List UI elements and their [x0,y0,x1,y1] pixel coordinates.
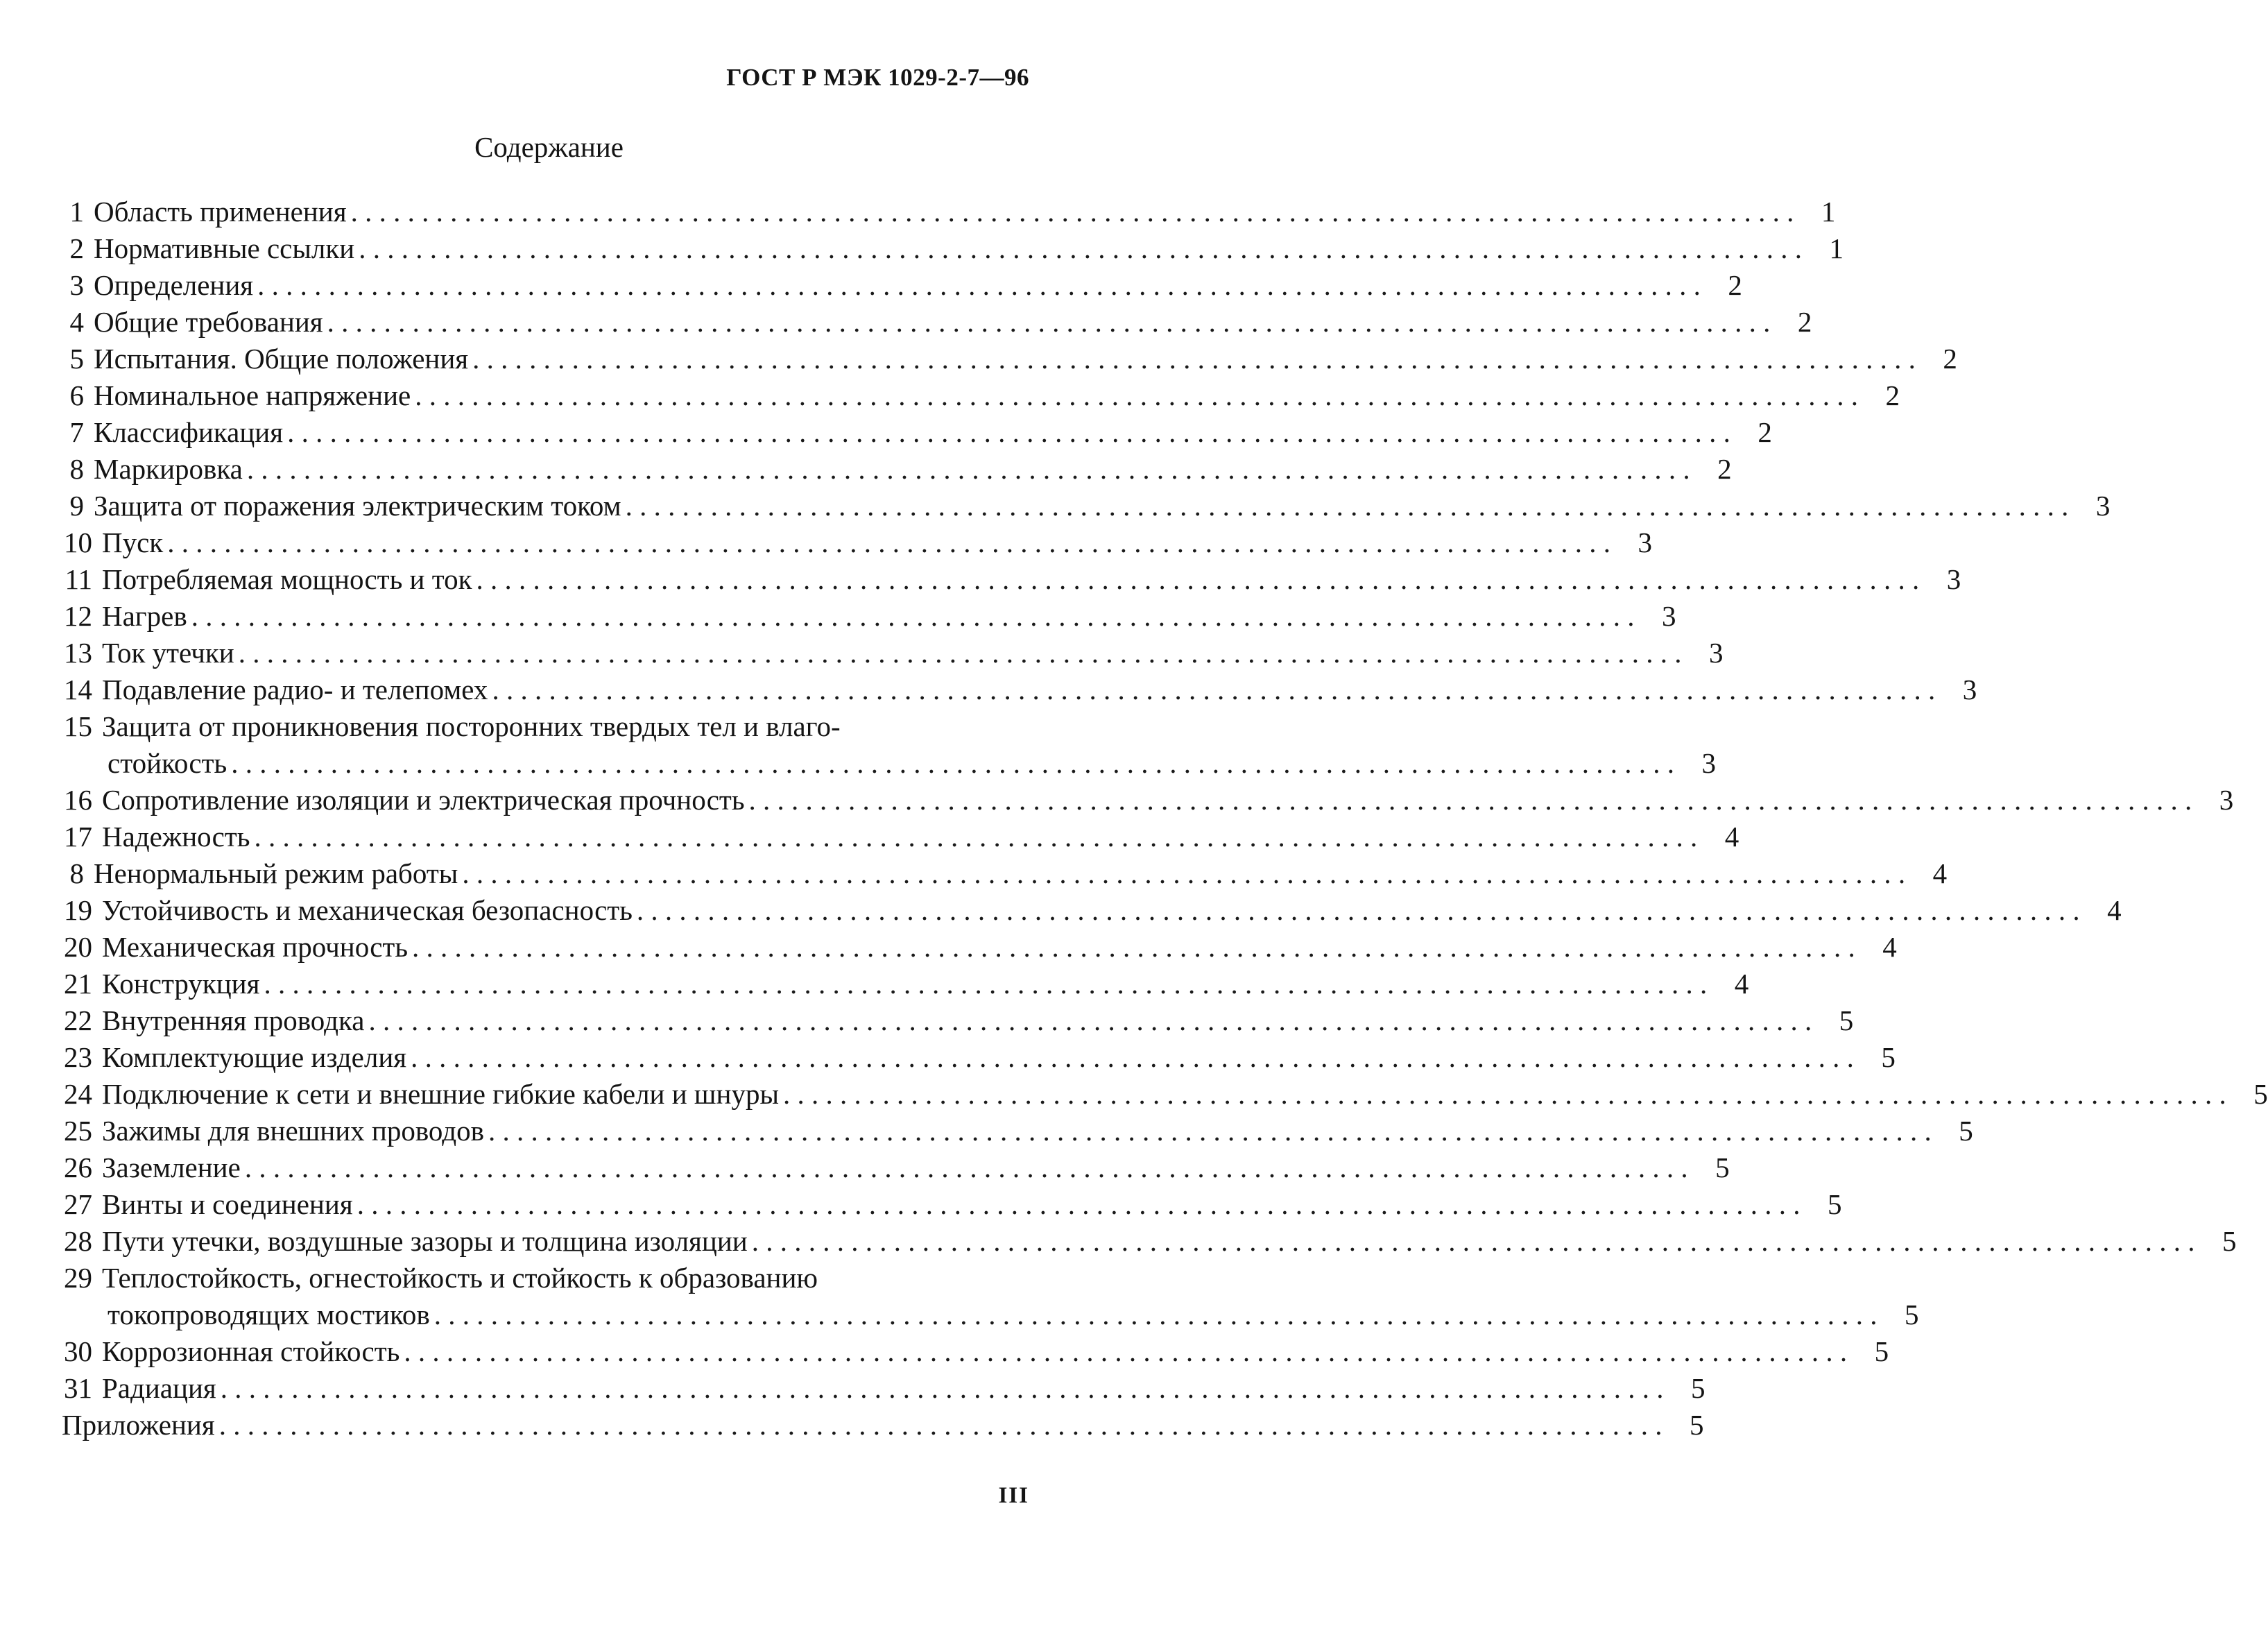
toc-dot-leader [323,304,1771,341]
toc-entry [62,598,1676,635]
toc-dot-leader [234,635,1682,671]
toc-entry-title: Ненормальный режим работы [94,857,458,889]
toc-entry [62,194,1836,230]
toc-dot-leader [187,598,1635,635]
toc-entry-page: 3 [1701,747,1716,779]
toc-entry-title: Подавление радио- и телепомех [102,674,488,705]
toc-entry-title: Устойчивость и механическая безопасность [102,894,633,926]
toc-entry-page: 2 [1758,416,1772,448]
toc-entry-page: 3 [1638,527,1652,558]
toc-entry-row [62,1260,1026,1296]
toc-entry [62,1333,1889,1370]
toc-entry-number: 19 [64,894,92,926]
toc-title: Содержание [474,131,624,163]
toc-entry-title: Механическая прочность [102,931,409,963]
toc-dot-leader [253,267,1701,304]
toc-dot-leader [353,1186,1801,1223]
toc-entry [62,1260,1919,1333]
toc-entry-page: 4 [1734,968,1749,1000]
toc-entry-row [62,414,1772,451]
toc-entry-row [62,561,1961,598]
toc-entry-number: 8 [69,453,84,485]
toc-entry-title: Заземление [102,1152,241,1183]
toc-entry-row [62,1076,2268,1113]
toc-dot-leader [621,488,2069,524]
toc-entry-number: 2 [69,232,84,264]
toc-entry-row [62,488,2111,524]
toc-entry-title: Винты и соединения [102,1188,353,1220]
toc-dot-leader [283,414,1730,451]
toc-entry-number: 9 [69,490,84,522]
toc-entry-title: Подключение к сети и внешние гибкие кабели и шнуры [102,1078,779,1110]
toc-entry-page: 2 [1717,453,1732,485]
toc-entry [62,451,1732,488]
toc-entry [62,488,2111,524]
toc-entry [62,1076,2268,1113]
toc-entry-number: 22 [64,1004,92,1036]
toc-entry-number: 30 [64,1335,92,1367]
toc-entry [62,855,1948,892]
toc-entry-row [62,635,1724,671]
toc-dot-leader [259,966,1707,1002]
toc-entry [62,708,1716,782]
toc-entry-page: 1 [1821,196,1836,228]
toc-entry-title: Коррозионная стойкость [102,1335,400,1367]
toc-entry [62,966,1749,1002]
toc-entry-number: 5 [69,343,84,375]
toc-entry [62,1113,1973,1149]
toc-dot-leader [408,929,1855,966]
toc-entry [62,1002,1854,1039]
toc-entry-row [62,1039,1896,1076]
toc-entry-page: 5 [1689,1409,1704,1441]
toc-dot-leader [216,1370,1664,1407]
toc-entry-number: 4 [69,306,84,338]
document-code: ГОСТ Р МЭК 1029-2-7—96 [726,64,1029,91]
toc-dot-leader [215,1407,1663,1444]
toc-entry [62,782,2234,819]
toc-entry-number: 27 [64,1188,92,1220]
toc-entry-number: 29 [64,1262,92,1294]
toc-entry-row [62,929,1897,966]
toc-dot-leader [250,819,1697,855]
toc-dot-leader [411,377,1858,414]
page-number: III [998,1483,1029,1508]
toc-entry-row [62,1149,1730,1186]
toc-entry-title: Общие требования [94,306,323,338]
toc-entry-number: 12 [64,600,92,632]
toc-entry-title: Испытания. Общие положения [94,343,469,375]
toc-entry-number: 28 [64,1225,92,1257]
toc-entry-number: 16 [64,784,92,816]
toc-entry [62,892,2122,929]
toc-entry [62,414,1772,451]
toc-dot-leader [406,1039,1854,1076]
toc-entry-row [62,230,1844,267]
toc-dot-leader [163,524,1610,561]
toc-entry-title: Защита от поражения электрическим током [94,490,621,522]
toc-entry-title-continuation: стойкость [108,747,227,779]
toc-entry [62,1149,1730,1186]
toc-entry-number: 23 [64,1041,92,1073]
toc-entry [62,1039,1896,1076]
toc-dot-leader [779,1076,2226,1113]
toc-entry-number: 15 [64,710,92,742]
toc-entry-title: Нормативные ссылки [94,232,355,264]
toc-entry-page: 4 [1724,821,1739,853]
toc-entry-page: 3 [1708,637,1724,669]
toc-entry-number: 21 [64,968,92,1000]
toc-entry-number: 10 [64,527,92,558]
toc-entry-page: 5 [1827,1188,1842,1220]
toc-entry [62,524,1652,561]
toc-entry-page: 5 [1839,1004,1854,1036]
toc-entry-title: Защита от проникновения посторонних твердых тел и влаго- [102,710,841,742]
toc-entry-row [62,267,1742,304]
toc-dot-leader [484,1113,1932,1149]
toc-entry-continuation [62,1296,1919,1333]
table-of-contents [62,194,2268,1444]
toc-dot-leader [633,892,2080,929]
toc-entry-page: 5 [1715,1152,1730,1183]
toc-entry-page: 5 [2222,1225,2237,1257]
toc-entry-row [62,1002,1854,1039]
toc-dot-leader [430,1296,1878,1333]
toc-entry [62,1407,1704,1444]
toc-entry-title: Определения [94,269,254,301]
toc-entry [62,819,1739,855]
toc-entry-title: Пути утечки, воздушные зазоры и толщина изоляции [102,1225,748,1257]
toc-dot-leader [227,745,1674,782]
toc-dot-leader [472,561,1920,598]
toc-entry [62,267,1742,304]
toc-entry-row [62,671,1977,708]
toc-entry-page: 2 [1943,343,1957,375]
toc-entry-title: Радиация [102,1372,216,1404]
toc-entry-row [62,304,1812,341]
toc-entry-title: Зажимы для внешних проводов [102,1115,484,1147]
toc-entry-page: 5 [1905,1299,1919,1330]
toc-entry-row [62,598,1676,635]
toc-entry-page: 3 [2095,490,2111,522]
toc-entry-title: Ток утечки [102,637,234,669]
toc-entry-row [62,1113,1973,1149]
toc-dot-leader [745,782,2192,819]
toc-entry [62,304,1812,341]
toc-entry-row [62,1223,2237,1260]
toc-entry [62,377,1900,414]
toc-dot-leader [468,341,1916,377]
toc-entry-row [62,855,1948,892]
toc-dot-leader [364,1002,1812,1039]
toc-entry-page: 5 [1691,1372,1706,1404]
toc-entry-number: 7 [69,416,84,448]
toc-entry-row [62,1370,1706,1407]
toc-entry-row [62,1407,1704,1444]
toc-entry-page: 3 [1946,563,1961,595]
toc-entry-number: 14 [64,674,92,705]
toc-entry-number: 8 [69,857,84,889]
toc-entry-number: 20 [64,931,92,963]
toc-entry-page: 5 [2253,1078,2268,1110]
toc-entry-page: 3 [2219,784,2234,816]
toc-entry [62,929,1897,966]
toc-entry-page: 3 [1661,600,1676,632]
toc-entry-title: Внутренняя проводка [102,1004,365,1036]
toc-dot-leader [458,855,1905,892]
toc-dot-leader [243,451,1690,488]
toc-entry-number: 25 [64,1115,92,1147]
toc-entry-row [62,377,1900,414]
toc-entry-number: 13 [64,637,92,669]
toc-entry-number: 24 [64,1078,92,1110]
toc-entry-page: 5 [1881,1041,1896,1073]
toc-entry-row [62,819,1739,855]
toc-entry-title: Классификация [94,416,284,448]
toc-entry-number: 6 [69,379,84,411]
toc-entry-row [62,451,1732,488]
toc-entry-title: Комплектующие изделия [102,1041,407,1073]
toc-entry-page: 2 [1797,306,1812,338]
toc-dot-leader [748,1223,2195,1260]
toc-entry [62,341,1957,377]
toc-entry-page: 4 [1932,857,1948,889]
toc-entry-row [62,1186,1842,1223]
toc-entry-number: 3 [69,269,84,301]
toc-entry-row [62,341,1957,377]
toc-entry-row [62,782,2234,819]
toc-entry-page: 4 [1882,931,1897,963]
toc-dot-leader [241,1149,1688,1186]
toc-entry-title: Пуск [102,527,164,558]
toc-dot-leader [354,230,1802,267]
toc-dot-leader [488,671,1935,708]
toc-entry-row [62,966,1749,1002]
toc-entry-title: Теплостойкость, огнестойкость и стойкость к образованию [102,1262,818,1294]
toc-entry [62,1370,1706,1407]
toc-entry-title: Потребляемая мощность и ток [102,563,472,595]
toc-entry-title: Конструкция [102,968,260,1000]
toc-entry [62,1186,1842,1223]
toc-entry-continuation [62,745,1716,782]
toc-entry [62,230,1844,267]
toc-entry-page: 1 [1829,232,1844,264]
toc-entry-title: Приложения [62,1409,215,1441]
toc-entry [62,1223,2237,1260]
toc-entry [62,561,1961,598]
toc-entry-row [62,1333,1889,1370]
toc-entry [62,635,1724,671]
toc-entry-title: Маркировка [94,453,243,485]
toc-entry-number: 26 [64,1152,92,1183]
toc-entry-row [62,524,1652,561]
toc-entry-title-continuation: токопроводящих мостиков [108,1299,430,1330]
toc-entry-page: 2 [1885,379,1900,411]
toc-entry-page: 5 [1959,1115,1973,1147]
toc-entry-number: 11 [65,563,92,595]
toc-entry-row [62,708,1026,745]
toc-entry-page: 4 [2107,894,2122,926]
toc-entry-number: 1 [69,196,84,228]
toc-entry-page: 3 [1962,674,1977,705]
toc-dot-leader [400,1333,1847,1370]
toc-entry-title: Надежность [102,821,250,853]
toc-entry-number: 17 [64,821,92,853]
toc-entry-number: 31 [64,1372,92,1404]
toc-entry-title: Номинальное напряжение [94,379,411,411]
toc-entry-row [62,892,2122,929]
toc-entry-title: Область применения [94,196,347,228]
toc-entry-title: Нагрев [102,600,187,632]
toc-dot-leader [347,194,1794,230]
toc-entry-page: 5 [1874,1335,1889,1367]
toc-entry [62,671,1977,708]
toc-entry-title: Сопротивление изоляции и электрическая прочность [102,784,745,816]
toc-entry-page: 2 [1728,269,1742,301]
toc-entry-row [62,194,1836,230]
